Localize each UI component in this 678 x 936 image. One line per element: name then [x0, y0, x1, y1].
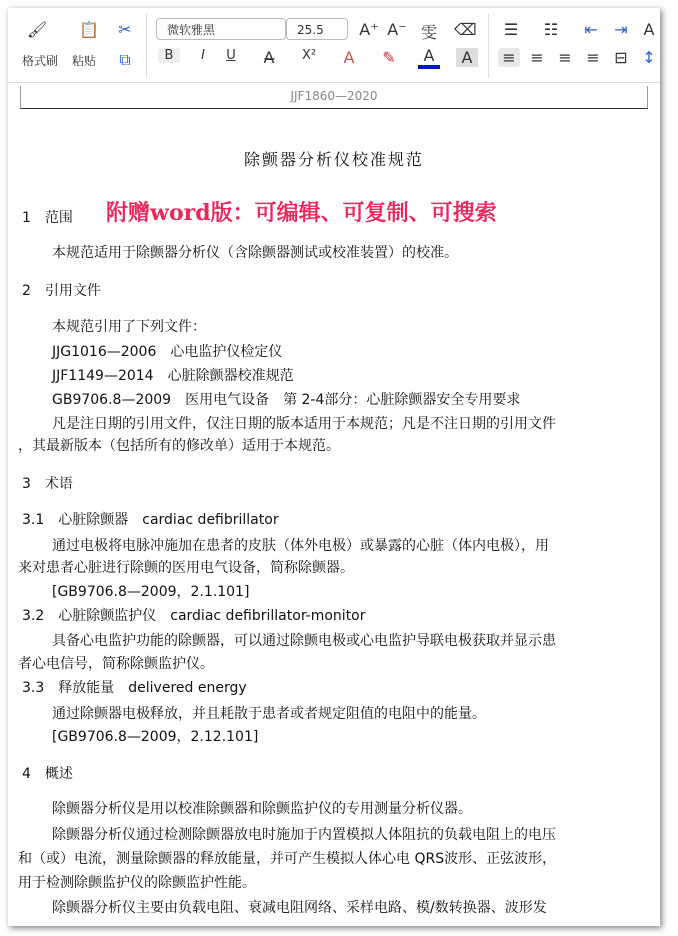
eraser-icon[interactable]: ⌫ [454, 20, 477, 39]
strikethrough-icon[interactable]: A̶ [263, 48, 275, 67]
promo-banner: 附赠word版：可编辑、可复制、可搜索 [106, 200, 497, 226]
paragraph: 用于检测除颤监护仪的除颤监护性能。 [18, 875, 256, 891]
numbering-icon[interactable]: ☷ [543, 20, 559, 39]
paragraph: 和（或）电流，测量除颤器的释放能量，并可产生模拟人体心电 QRS波形、正弦波形， [18, 851, 557, 867]
align-right-icon[interactable]: ≡ [558, 48, 572, 67]
section-heading: 2 引用文件 [22, 283, 101, 299]
text-direction-icon[interactable]: A [643, 20, 655, 39]
document-title: 除颤器分析仪校准规范 [243, 150, 424, 169]
citation: [GB9706.8—2009，2.1.101] [52, 584, 250, 600]
ribbon-toolbar [8, 8, 660, 83]
italic-button[interactable]: I [201, 48, 205, 63]
align-left-icon[interactable]: ≡ [498, 48, 520, 67]
reference-item: GB9706.8—2009 医用电气设备 第 2-4部分：心脏除颤器安全专用要求 [52, 392, 521, 408]
document-window [8, 8, 660, 926]
font-color-icon[interactable]: A [418, 46, 440, 69]
section-heading: 4 概述 [22, 766, 73, 782]
superscript-button[interactable]: X² [301, 48, 317, 63]
char-shading-icon[interactable]: A [456, 48, 478, 67]
paragraph: 通过除颤器电极释放，并且耗散于患者或者规定阻值的电阻中的能量。 [52, 706, 486, 722]
paragraph: 除颤器分析仪主要由负载电阻、衰减电阻网络、采样电路、模/数转换器、波形发 [52, 900, 547, 916]
reference-item: JJG1016—2006 心电监护仪检定仪 [52, 344, 283, 360]
underline-button[interactable]: U [226, 48, 236, 63]
increase-indent-icon[interactable]: ⇥ [614, 20, 628, 39]
paragraph: 凡是注日期的引用文件，仅注日期的版本适用于本规范；凡是不注日期的引用文件 [52, 416, 556, 432]
paragraph: 者心电信号，简称除颤监护仪。 [18, 656, 214, 672]
font-size-select[interactable]: 25.5 [286, 18, 348, 40]
align-center-icon[interactable]: ≡ [530, 48, 544, 67]
font-family-select[interactable]: 微软雅黑 [156, 18, 286, 40]
cut-icon[interactable]: ✂ [118, 20, 132, 39]
phonetic-icon[interactable]: 雯 [420, 23, 437, 42]
line-spacing-icon[interactable]: ↕ [642, 48, 656, 67]
paragraph: 除颤器分析仪通过检测除颤器放电时施加于内置模拟人体阻抗的负载电阻上的电压 [52, 827, 556, 843]
decrease-indent-icon[interactable]: ⇤ [584, 20, 598, 39]
paragraph: 来对患者心脏进行除颤的医用电气设备，简称除颤器。 [18, 560, 354, 576]
format-painter-icon[interactable]: 🖌 [26, 20, 48, 39]
bullets-icon[interactable]: ☰ [503, 20, 519, 39]
format-painter-button[interactable]: 格式刷 [22, 54, 59, 68]
citation: [GB9706.8—2009，2.12.101] [52, 729, 259, 745]
bold-button[interactable]: B [158, 48, 180, 63]
justify-icon[interactable]: ≡ [586, 48, 600, 67]
text-effect-icon[interactable]: A [343, 48, 355, 67]
paste-button[interactable]: 粘贴 [72, 54, 97, 68]
term-heading: 3.1 心脏除颤器 cardiac defibrillator [22, 512, 279, 528]
term-heading: 3.3 释放能量 delivered energy [22, 680, 247, 696]
page-header: JJF1860—2020 [20, 86, 648, 109]
grow-font-icon[interactable]: A⁺ [359, 20, 379, 39]
copy-icon[interactable]: ⧉ [119, 50, 131, 69]
distributed-icon[interactable]: ⊟ [614, 48, 628, 67]
paragraph: 本规范引用了下列文件： [52, 319, 206, 335]
section-heading: 1 范围 [22, 210, 73, 226]
paragraph: ，其最新版本（包括所有的修改单）适用于本规范。 [18, 438, 340, 454]
paragraph: 除颤器分析仪是用以校准除颤器和除颤监护仪的专用测量分析仪器。 [52, 801, 472, 817]
paragraph: 通过电极将电脉冲施加在患者的皮肤（体外电极）或暴露的心脏（体内电极），用 [52, 538, 549, 554]
paste-icon[interactable]: 📋 [79, 20, 99, 39]
section-heading: 3 术语 [22, 476, 73, 492]
shrink-font-icon[interactable]: A⁻ [387, 20, 407, 39]
paragraph: 具备心电监护功能的除颤器，可以通过除颤电极或心电监护导联电极获取并显示患 [52, 633, 556, 649]
highlight-icon[interactable]: ✎ [382, 48, 396, 67]
paragraph: 本规范适用于除颤器分析仪（含除颤器测试或校准装置）的校准。 [52, 245, 458, 261]
term-heading: 3.2 心脏除颤监护仪 cardiac defibrillator-monitor [22, 608, 366, 624]
reference-item: JJF1149—2014 心脏除颤器校准规范 [52, 368, 294, 384]
